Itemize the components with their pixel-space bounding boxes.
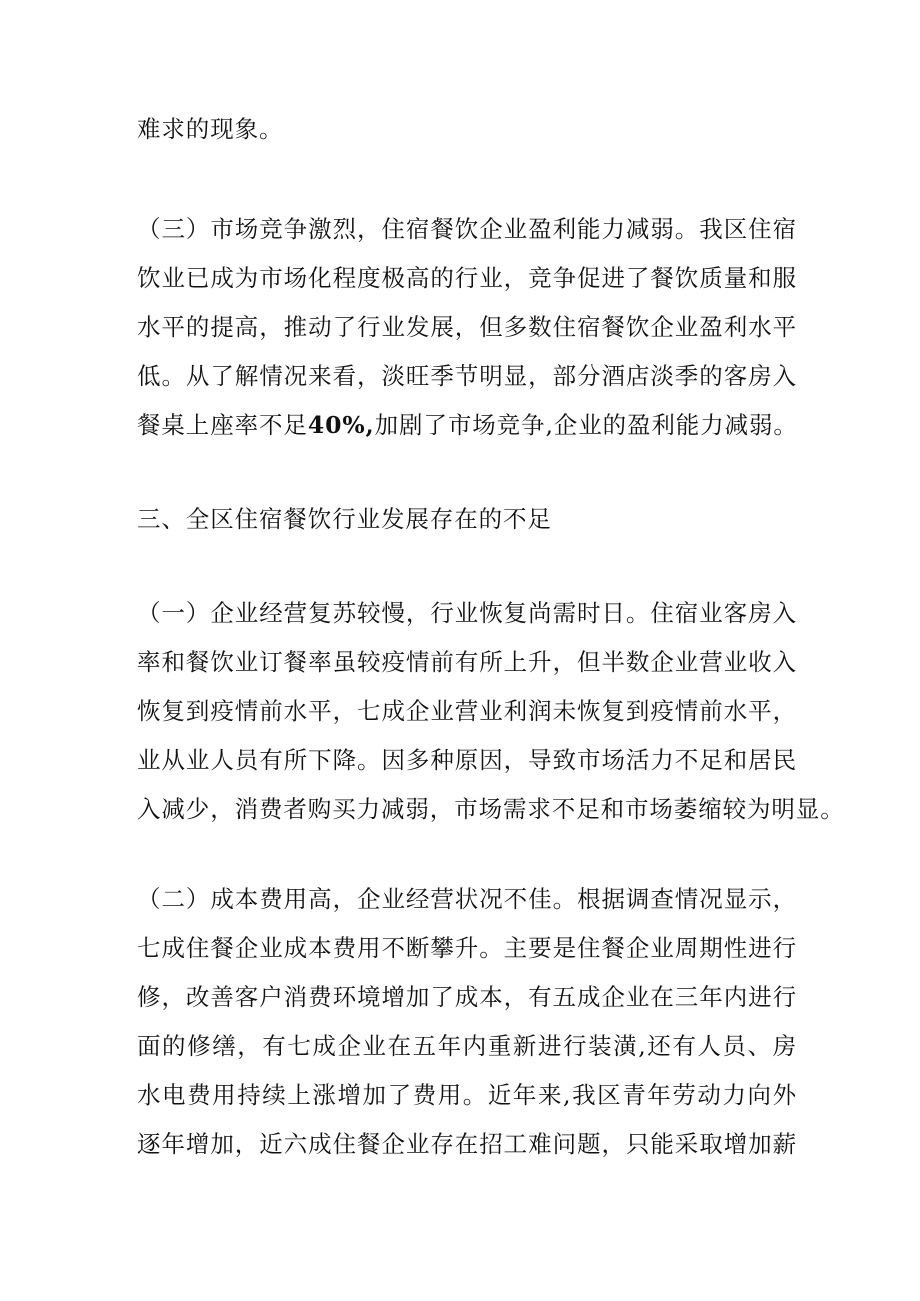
- paragraph-line: 业从业人员有所下降。因多种原因，导致市场活力不足和居民: [137, 746, 797, 774]
- paragraph-line: 水电费用持续上涨增加了费用。近年来,我区青年劳动力向外: [137, 1081, 797, 1109]
- percentage-value: 40%,: [307, 411, 375, 439]
- paragraph-last-line: [137, 409, 797, 441]
- paragraph-line: 入减少，消费者购买力减弱，市场需求不足和市场萎缩较为明显。: [137, 795, 845, 823]
- paragraph-line: 修，改善客户消费环境增加了成本，有五成企业在三年内进行: [137, 983, 797, 1011]
- paragraph-line: 七成住餐企业成本费用不断攀升。主要是住餐企业周期性进行: [137, 934, 797, 962]
- paragraph-line: （二）成本费用高，企业经营状况不佳。根据调查情况显示，: [137, 885, 797, 913]
- paragraph-line: 面的修缮，有七成企业在五年内重新进行装潢,还有人员、房: [137, 1032, 797, 1060]
- paragraph-line: 饮业已成为市场化程度极高的行业，竞争促进了餐饮质量和服: [137, 264, 797, 292]
- paragraph-line: 水平的提高，推动了行业发展，但多数住宿餐饮企业盈利水平: [137, 313, 797, 341]
- paragraph-line: 低。从了解情况来看，淡旺季节明显，部分酒店淡季的客房入: [137, 362, 797, 390]
- paragraph-line: （一）企业经营复苏较慢，行业恢复尚需时日。住宿业客房入: [137, 599, 797, 627]
- paragraph-continuation-line: 难求的现象。: [137, 115, 284, 143]
- paragraph-line: 率和餐饮业订餐率虽较疫情前有所上升，但半数企业营业收入: [137, 648, 797, 676]
- text-segment: 餐桌上座率不足: [137, 411, 308, 439]
- text-segment: 加剧了市场竞争,企业的盈利能力减弱。: [374, 411, 798, 439]
- paragraph-line: （三）市场竞争激烈，住宿餐饮企业盈利能力减弱。我区住宿: [137, 215, 797, 243]
- section-heading: 三、全区住宿餐饮行业发展存在的不足: [137, 505, 552, 533]
- paragraph-line: 逐年增加，近六成住餐企业存在招工难问题，只能采取增加薪: [137, 1130, 797, 1158]
- paragraph-line: 恢复到疫情前水平，七成企业营业利润未恢复到疫情前水平，: [137, 697, 797, 725]
